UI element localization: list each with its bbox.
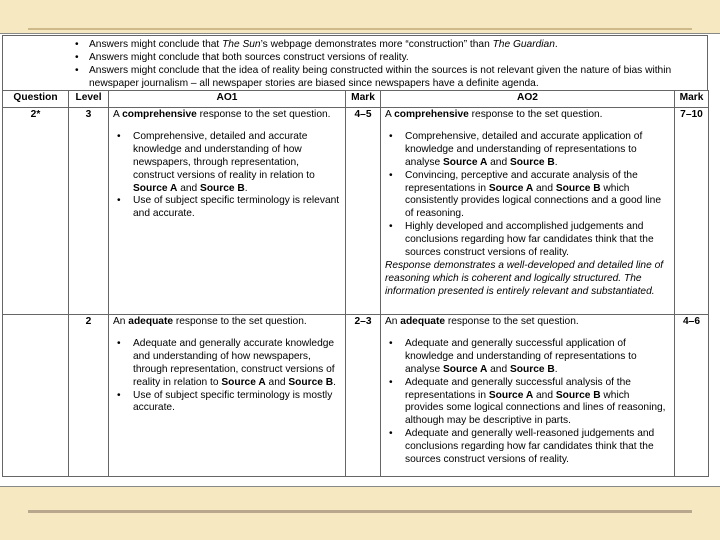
list-item: • Use of subject specific terminology is mostly accurate. <box>133 390 341 416</box>
ao2-mark: 4–6 <box>675 315 709 477</box>
ao1-intro: An adequate response to the set question. <box>113 316 307 327</box>
list-item: • Use of subject specific terminology is relevant and accurate. <box>133 195 341 221</box>
indicative-bullet-2: • Answers might conclude that both sources construct versions of reality. <box>89 51 707 64</box>
ao1-mark: 4–5 <box>346 108 381 315</box>
header-level: Level <box>69 91 109 108</box>
header-ao1: AO1 <box>109 91 346 108</box>
ao2-criteria-list <box>385 131 670 260</box>
header-mark: Mark <box>346 91 381 108</box>
ao2-cell <box>381 108 675 315</box>
bottom-divider-line <box>28 510 692 513</box>
indicative-bullet-1: • Answers might conclude that The Sun’s webpage demonstrates more “construction” than The Guardian. <box>89 38 707 51</box>
ao2-intro: A comprehensive response to the set question. <box>385 109 603 120</box>
list-item: • Adequate and generally accurate knowledge and understanding of how newspapers, through representation, construct versions of reality in relation to Source A and Source B. <box>133 338 341 390</box>
list-item: • Adequate and generally successful analysis of the representations in Source A and Source B which provides some logical connections and lines of reasoning, although may be descriptive in parts. <box>405 377 670 429</box>
header-question: Question <box>3 91 69 108</box>
list-item: • Adequate and generally successful application of knowledge and understanding of representations to analyse Source A and Source B. <box>405 338 670 377</box>
ao2-mark: 7–10 <box>675 108 709 315</box>
ao1-cell <box>109 108 346 315</box>
ao2-cell <box>381 315 675 477</box>
ao2-intro: An adequate response to the set question. <box>385 316 579 327</box>
list-item: • Convincing, perceptive and accurate analysis of the representations in Source A and Source B which consistently provides logical connections and a good line of reasoning. <box>405 170 670 222</box>
top-divider-line <box>28 28 692 30</box>
ao1-criteria-list <box>113 131 341 221</box>
indicative-content-list <box>3 36 707 90</box>
table-row <box>3 108 709 315</box>
ao1-intro: A comprehensive response to the set question. <box>113 109 331 120</box>
indicative-content-box <box>2 35 708 90</box>
question-number <box>3 315 69 477</box>
ao1-cell <box>109 315 346 477</box>
list-item: • Comprehensive, detailed and accurate knowledge and understanding of how newspapers, through representation, construct versions of reality in relation to Source A and Source B. <box>133 131 341 196</box>
level-number: 3 <box>69 108 109 315</box>
question-number: 2* <box>3 108 69 315</box>
indicative-bullet-3: • Answers might conclude that the idea of reality being constructed within the sources is not relevant given the nature of bias within newspaper journalism – all newspaper stories are biased since newspapers have a definite agenda. <box>89 64 707 90</box>
ao2-criteria-list <box>385 338 670 467</box>
header-mark-2: Mark <box>675 91 709 108</box>
list-item: • Comprehensive, detailed and accurate application of knowledge and understanding of representations to analyse Source A and Source B. <box>405 131 670 170</box>
mark-scheme-table <box>2 90 709 477</box>
ao1-mark: 2–3 <box>346 315 381 477</box>
list-item: • Adequate and generally well-reasoned judgements and conclusions regarding how far candidates think that the sources construct versions of reality. <box>405 428 670 467</box>
level-number: 2 <box>69 315 109 477</box>
list-item: • Highly developed and accomplished judgements and conclusions regarding how far candidates think that the sources construct versions of reality. <box>405 221 670 260</box>
table-header-row <box>3 91 709 108</box>
ao2-conclusion: Response demonstrates a well-developed and detailed line of reasoning which is coherent and logically structured. The information presented is entirely relevant and substantiated. <box>385 259 664 297</box>
ao1-criteria-list <box>113 338 341 415</box>
mark-scheme-page <box>0 33 720 487</box>
table-row <box>3 315 709 477</box>
header-ao2: AO2 <box>381 91 675 108</box>
